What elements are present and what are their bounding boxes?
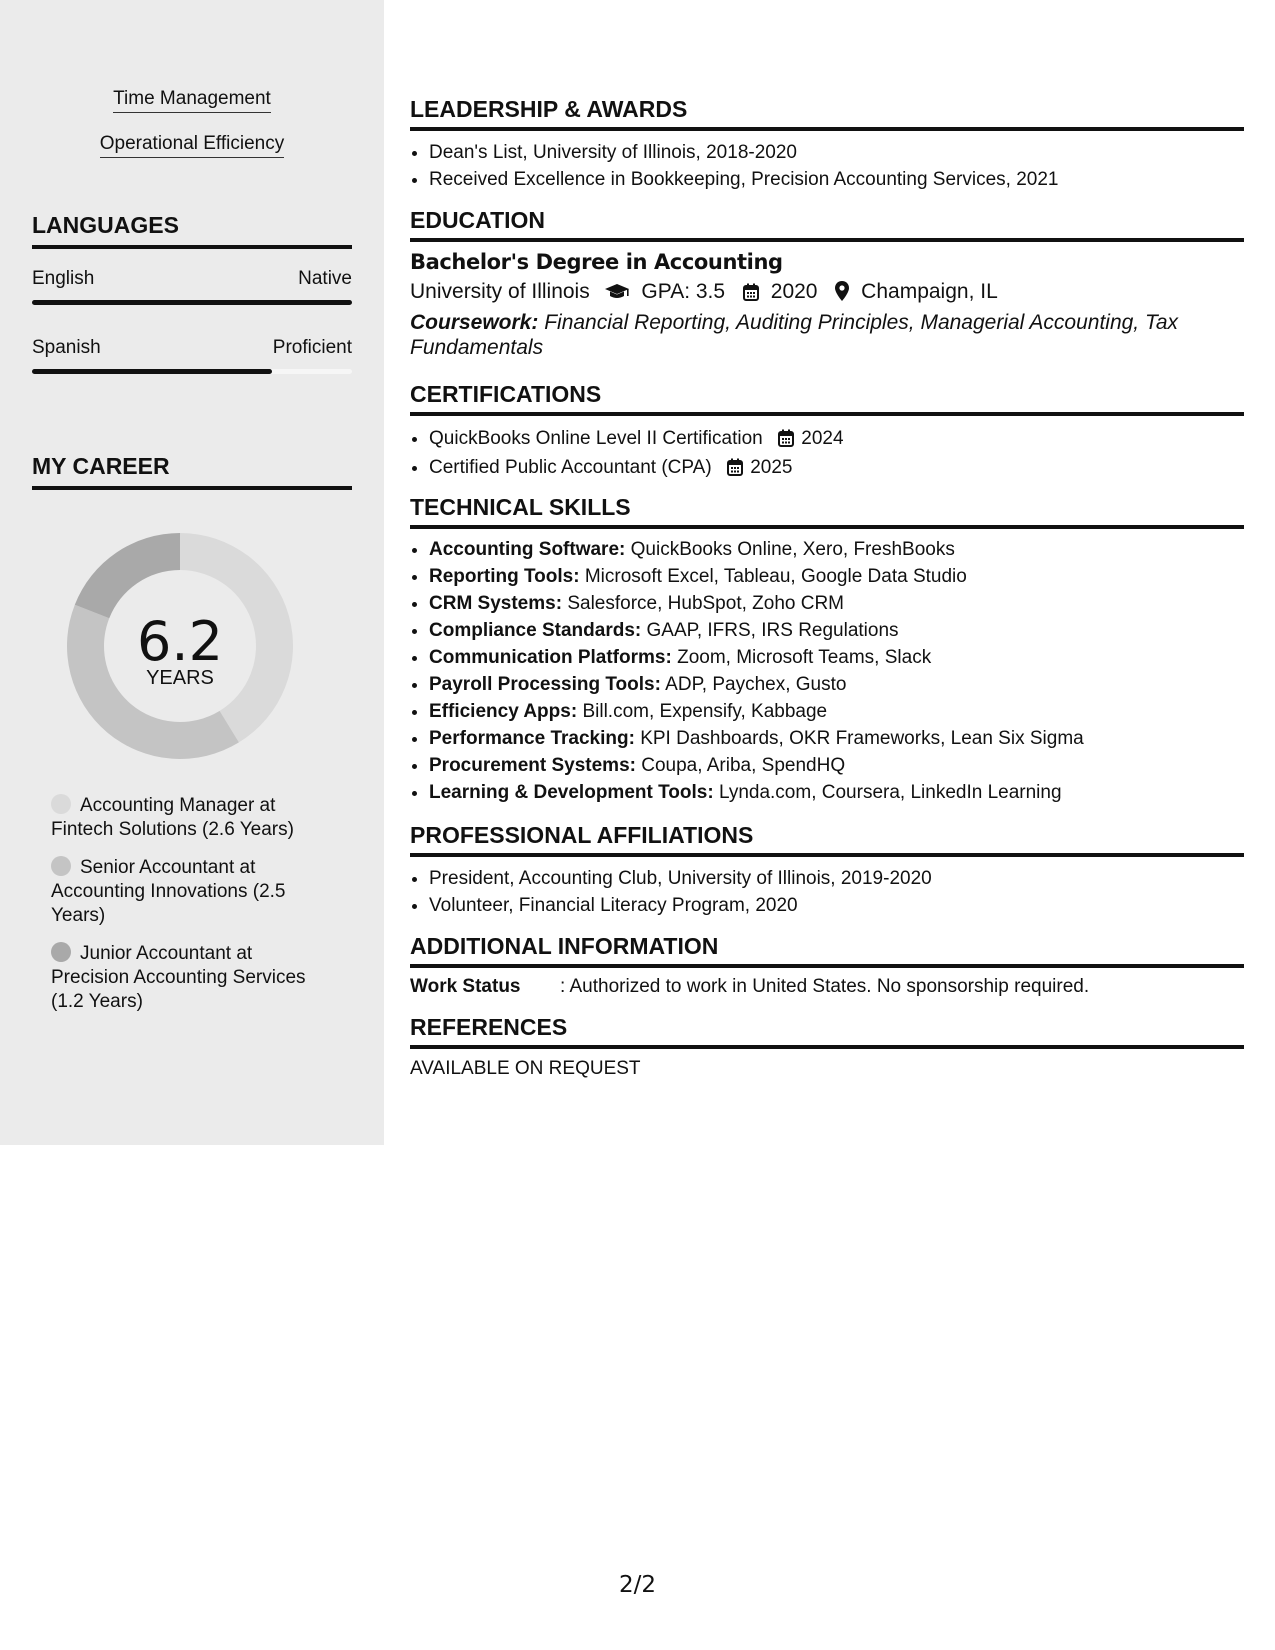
section-title: ADDITIONAL INFORMATION <box>410 933 1244 968</box>
skill-value: Coupa, Ariba, SpendHQ <box>641 755 846 776</box>
skill-label: Payroll Processing Tools: <box>429 674 661 695</box>
education-section <box>410 207 1244 360</box>
language-proficiency-bar <box>32 300 352 305</box>
list-item <box>429 617 1244 644</box>
list-item: • Received Excellence in Bookkeeping, Precision Accounting Services, 2021 <box>429 166 1244 193</box>
career-total-unit: YEARS <box>146 667 214 689</box>
calendar-icon <box>778 429 794 447</box>
calendar-icon <box>727 458 743 476</box>
career-legend-item <box>51 794 321 842</box>
affiliations-section <box>410 822 1244 919</box>
skill-tag <box>0 133 384 158</box>
language-row <box>32 337 352 359</box>
list-item <box>429 644 1244 671</box>
language-name: English <box>32 268 95 289</box>
list-item: • Dean's List, University of Illinois, 2018-2020 <box>429 139 1244 166</box>
additional-info-section <box>410 933 1244 998</box>
skill-value: KPI Dashboards, OKR Frameworks, Lean Six Sigma <box>640 728 1084 749</box>
skill-value: QuickBooks Online, Xero, FreshBooks <box>630 539 955 560</box>
certification-year: 2025 <box>750 457 793 478</box>
list-item: • Volunteer, Financial Literacy Program, 2020 <box>429 892 1244 919</box>
skill-tag-label: Operational Efficiency <box>100 133 284 158</box>
certifications-section <box>410 381 1244 482</box>
language-proficiency-fill <box>32 300 352 305</box>
work-status-value: : Authorized to work in United States. No sponsorship required. <box>560 976 1090 997</box>
coursework-text: Financial Reporting, Auditing Principles, Managerial Accounting, Tax Fundamentals <box>410 311 1179 359</box>
leadership-section <box>410 96 1244 193</box>
skill-value: Bill.com, Expensify, Kabbage <box>582 701 828 722</box>
section-title: LEADERSHIP & AWARDS <box>410 96 1244 131</box>
list-item <box>429 453 1244 482</box>
language-level: Proficient <box>272 337 352 358</box>
language-row <box>32 268 352 290</box>
skill-value: Microsoft Excel, Tableau, Google Data Studio <box>584 566 967 587</box>
list-item <box>429 752 1244 779</box>
list-item <box>429 424 1244 453</box>
location: Champaign, IL <box>861 280 998 303</box>
skill-value: Salesforce, HubSpot, Zoho CRM <box>567 593 845 614</box>
languages-heading: LANGUAGES <box>32 212 352 249</box>
references-section <box>410 1014 1244 1080</box>
language-level: Native <box>298 268 352 289</box>
certification-name: QuickBooks Online Level II Certification <box>429 428 763 449</box>
list-item <box>429 536 1244 563</box>
sidebar <box>0 0 384 1145</box>
skill-tag-label: Time Management <box>113 88 271 113</box>
skill-label: Accounting Software: <box>429 539 626 560</box>
section-title: REFERENCES <box>410 1014 1244 1049</box>
coursework-label: Coursework: <box>410 311 539 334</box>
skill-value: Lynda.com, Coursera, LinkedIn Learning <box>718 782 1062 803</box>
work-status-label: Work Status <box>410 976 521 997</box>
list-item <box>429 590 1244 617</box>
career-legend-label: Junior Accountant at Precision Accounting Services (1.2 Years) <box>51 943 306 1012</box>
skill-label: Communication Platforms: <box>429 647 672 668</box>
certification-year: 2024 <box>801 428 844 449</box>
certification-name: Certified Public Accountant (CPA) <box>429 457 712 478</box>
references-text: AVAILABLE ON REQUEST <box>410 1058 641 1079</box>
degree-title: Bachelor's Degree in Accounting <box>410 250 783 274</box>
skill-label: Compliance Standards: <box>429 620 642 641</box>
legend-dot <box>51 856 71 876</box>
affiliations-list <box>410 865 1244 919</box>
calendar-icon <box>743 283 759 301</box>
language-proficiency-fill <box>32 369 272 374</box>
skill-value: Zoom, Microsoft Teams, Slack <box>677 647 932 668</box>
skill-label: CRM Systems: <box>429 593 563 614</box>
graduation-year: 2020 <box>770 280 818 303</box>
legend-dot <box>51 942 71 962</box>
skill-label: Learning & Development Tools: <box>429 782 714 803</box>
skill-label: Performance Tracking: <box>429 728 635 749</box>
career-legend-item <box>51 942 321 1014</box>
career-total-years: 6.2 <box>137 610 223 673</box>
language-proficiency-bar <box>32 369 352 374</box>
skill-label: Efficiency Apps: <box>429 701 578 722</box>
career-legend-label: Accounting Manager at Fintech Solutions (2.6 Years) <box>51 795 294 840</box>
section-title: CERTIFICATIONS <box>410 381 1244 416</box>
career-heading: MY CAREER <box>32 453 352 490</box>
work-status-row <box>410 976 1244 998</box>
career-donut-chart <box>66 532 294 760</box>
list-item <box>429 725 1244 752</box>
skill-value: GAAP, IFRS, IRS Regulations <box>646 620 899 641</box>
legend-dot <box>51 794 71 814</box>
section-title: TECHNICAL SKILLS <box>410 494 1244 529</box>
section-title: PROFESSIONAL AFFILIATIONS <box>410 822 1244 857</box>
language-name: Spanish <box>32 337 101 358</box>
gpa: GPA: 3.5 <box>641 280 726 303</box>
donut-segment <box>75 533 180 618</box>
section-title: EDUCATION <box>410 207 1244 242</box>
page-number: 2/2 <box>618 1572 656 1598</box>
education-details <box>410 280 1244 304</box>
coursework <box>410 310 1244 360</box>
list-item: • President, Accounting Club, University of Illinois, 2019-2020 <box>429 865 1244 892</box>
skill-label: Reporting Tools: <box>429 566 580 587</box>
list-item <box>429 779 1244 806</box>
technical-skills-section <box>410 494 1244 806</box>
certifications-list <box>410 424 1244 482</box>
career-legend-item <box>51 856 321 928</box>
skill-value: ADP, Paychex, Gusto <box>665 674 847 695</box>
skill-tag <box>0 88 384 113</box>
skill-label: Procurement Systems: <box>429 755 636 776</box>
location-pin-icon <box>835 281 849 301</box>
list-item <box>429 563 1244 590</box>
technical-skills-list <box>410 536 1244 806</box>
career-legend-label: Senior Accountant at Accounting Innovations (2.5 Years) <box>51 857 286 926</box>
list-item <box>429 671 1244 698</box>
graduation-cap-icon <box>604 283 630 301</box>
list-item <box>429 698 1244 725</box>
school-name: University of Illinois <box>410 280 590 303</box>
leadership-list <box>410 139 1244 193</box>
